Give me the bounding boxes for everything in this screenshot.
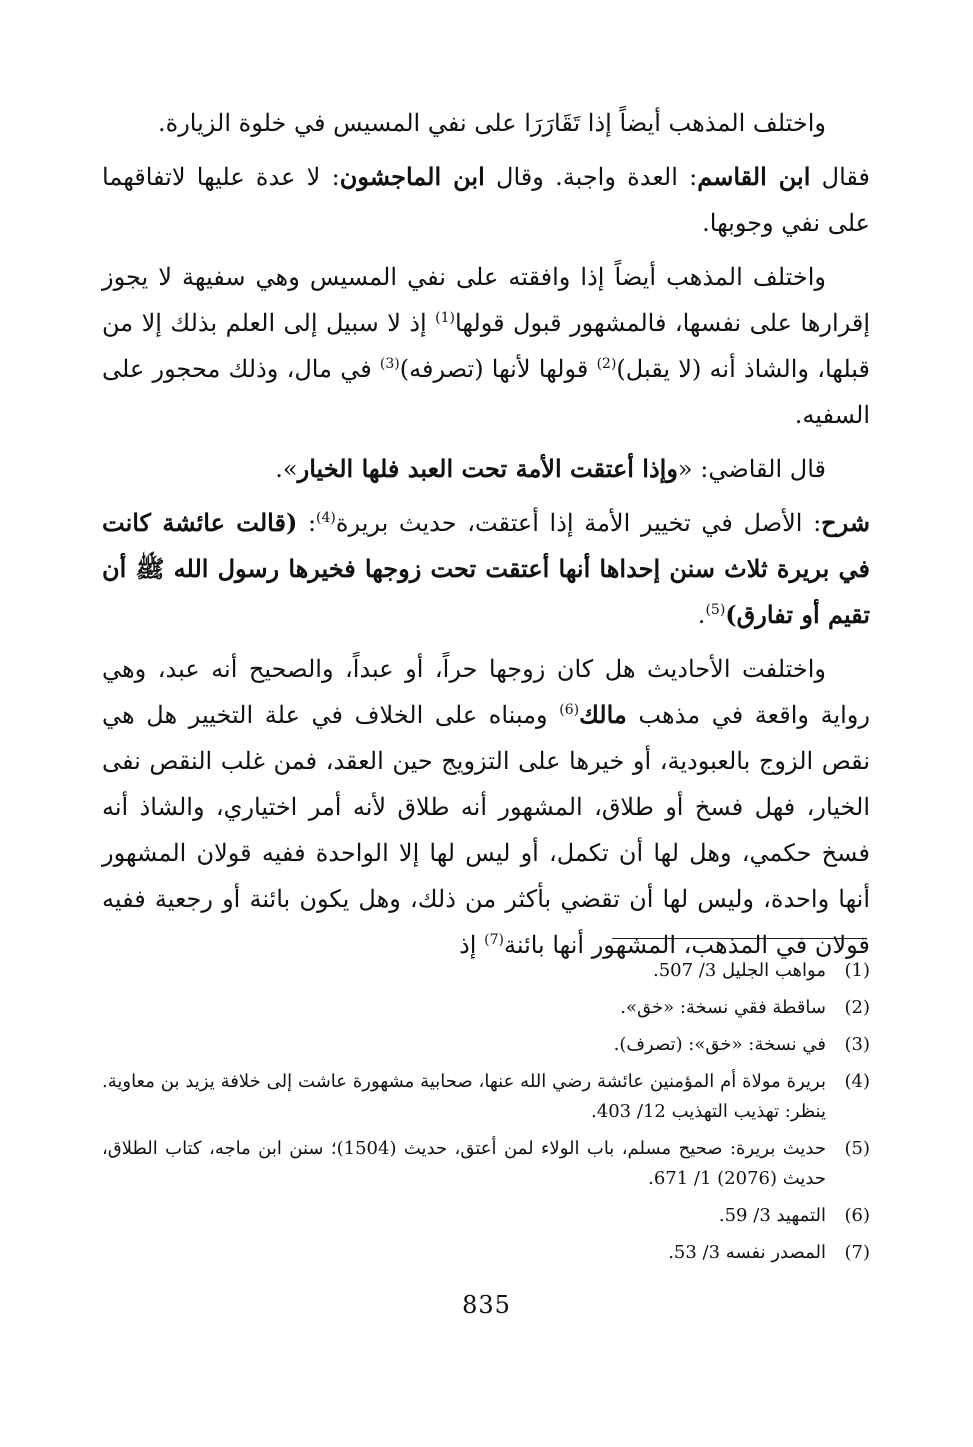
paragraph-4 [102, 446, 870, 492]
p2-text-a: فقال [810, 163, 870, 191]
footnote-number: (2) [844, 997, 870, 1018]
p4-text-a: قال القاضي: « [677, 455, 826, 483]
footnote-number: (4) [844, 1071, 870, 1092]
paragraph-5 [102, 500, 870, 638]
page-number: 835 [462, 1291, 511, 1319]
p3-text-a: واختلف المذهب أيضاً إذا وافقته على نفي المسيس وهي سفيهة لا يجوز إقرارها على نفسها، فالمشهور قبول قولها [102, 263, 870, 337]
footnote-ref-4: (4) [316, 510, 336, 526]
p3-text-d: في مال، وذلك محجور على السفيه. [102, 355, 870, 429]
footnotes [102, 956, 870, 1275]
footnote-text: المصدر نفسه 3/ 53. [668, 1242, 826, 1263]
p6-text-a: واختلفت الأحاديث هل كان زوجها حراً، أو عبداً، والصحيح أنه عبد، وهي رواية واقعة في مذهب [102, 655, 870, 729]
name-ibn-al-qasim: ابن القاسم [697, 162, 811, 191]
footnote-6 [102, 1201, 870, 1231]
p5-text-d: . [697, 601, 706, 629]
footnote-text: في نسخة: «خق»: (تصرف). [613, 1034, 826, 1055]
paragraph-6 [102, 646, 870, 968]
footnote-number: (6) [844, 1205, 870, 1226]
footnote-number: (3) [844, 1034, 870, 1055]
footnote-text: التمهيد 3/ 59. [718, 1205, 826, 1226]
footnote-ref-2: (2) [596, 356, 617, 372]
p2-text-e: : لا عدة عليها لاتفاقهما على نفي وجوبها. [102, 163, 870, 237]
footnote-7 [102, 1238, 870, 1268]
sharh-label: شرح [821, 508, 870, 537]
p6-text-d: إذ [459, 931, 485, 959]
p3-text-b: إذ لا سبيل إلى العلم بذلك إلا من قبلها، والشاذ أنه (لا يقبل) [102, 309, 870, 383]
p4-text-c: ». [275, 455, 298, 483]
footnote-text: مواهب الجليل 3/ 507. [652, 960, 826, 981]
footnote-text: ساقطة فقي نسخة: «خق». [620, 997, 826, 1018]
footnote-number: (1) [844, 960, 870, 981]
p5-text-b: : [297, 509, 317, 537]
footnote-4 [102, 1067, 870, 1127]
footnote-ref-3: (3) [379, 356, 400, 372]
name-ibn-al-majishun: ابن الماجشون [339, 162, 485, 191]
footnote-ref-7: (7) [484, 932, 504, 948]
footnote-number: (7) [844, 1242, 870, 1263]
paragraph-1 [102, 100, 870, 146]
footnote-1 [102, 956, 870, 986]
footnote-ref-1: (1) [435, 310, 455, 326]
footnote-2 [102, 993, 870, 1023]
p2-text-c: : العدة واجبة. وقال [484, 163, 698, 191]
qadi-quote: وإذا أعتقت الأمة تحت العبد فلها الخيار [297, 454, 678, 483]
p3-text-c: قولها لأنها (تصرفه) [399, 355, 597, 383]
paragraph-3 [102, 254, 870, 438]
footnote-text: بريرة مولاة أم المؤمنين عائشة رضي الله عنها، صحابية مشهورة عاشت إلى خلافة يزيد بن معاوية. ينظر: تهذيب التهذيب 12/ 403. [102, 1071, 826, 1122]
p6-text-c: ومبناه على الخلاف في علة التخيير هل هي نقص الزوج بالعبودية، أو خيرها على التزويج حين العقد، فمن غلب النقص نفى الخيار، فهل فسخ أو طلاق، المشهور أنه طلاق لأنه أمر اختياري، والشاذ أنه فسخ حكمي، وهل لها أن تكمل، أو ليس لها إلا الواحدة ففيه قولان المشهور أنها واحدة، وليس لها أن تقضي بأكثر من ذلك، وهل يكون بائنة أو رجعية ففيه قولان في المذهب، المشهور أنها بائنة [102, 701, 870, 959]
paragraph-2 [102, 154, 870, 246]
footnote-text: حديث بريرة: صحيح مسلم، باب الولاء لمن أعتق، حديث (1504)؛ سنن ابن ماجه، كتاب الطلاق، حديث (2076) 1/ 671. [102, 1138, 826, 1189]
footnote-5 [102, 1134, 870, 1194]
footnote-ref-5: (5) [705, 602, 726, 618]
paragraph-1-text: واختلف المذهب أيضاً إذا تَقَارَرَا على نفي المسيس في خلوة الزيارة. [157, 109, 826, 137]
footnote-number: (5) [844, 1138, 870, 1159]
main-text [102, 100, 870, 976]
p5-text-a: : الأصل في تخيير الأمة إذا أعتقت، حديث بريرة [335, 509, 822, 537]
name-malik: مالك [579, 700, 627, 729]
footnote-divider [612, 938, 867, 939]
footnote-3 [102, 1030, 870, 1060]
hadith-quote: (قالت عائشة كانت في بريرة ثلاث سنن إحداها أنها أعتقت تحت زوجها فخيرها رسول الله ﷺ أن تقيم أو تفارق) [102, 508, 870, 629]
footnote-ref-6: (6) [559, 702, 580, 718]
